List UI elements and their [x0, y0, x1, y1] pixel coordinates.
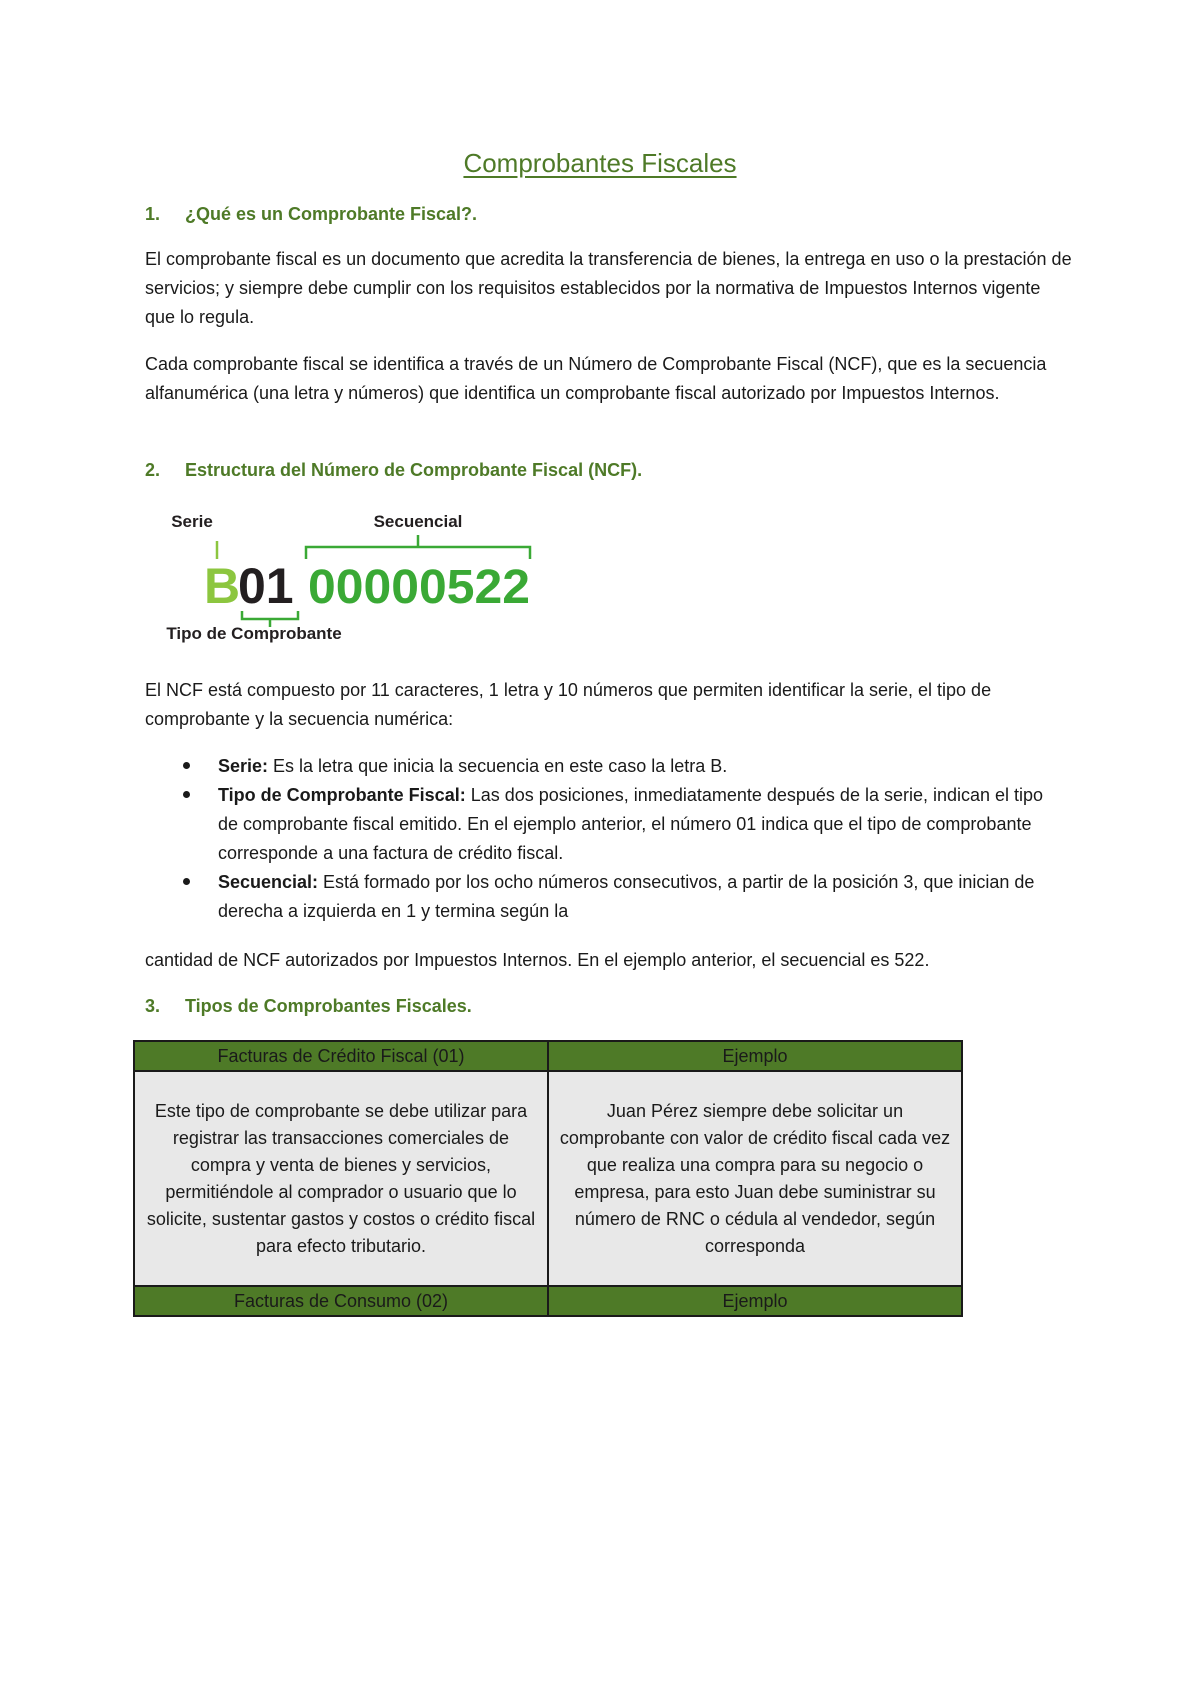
tipo-label: Tipo de Comprobante	[166, 624, 342, 643]
bullet-icon	[183, 878, 190, 885]
section-2-intro: El NCF está compuesto por 11 caracteres, 1 letra y 10 números que permiten identificar la serie, el tipo de comprobante y la secuencia numérica:	[145, 680, 992, 729]
bullet-icon	[183, 791, 190, 798]
table-header-cell: Facturas de Crédito Fiscal (01)	[134, 1041, 548, 1071]
table-cell: Juan Pérez siempre debe solicitar un comprobante con valor de crédito fiscal cada vez que realiza una compra para su negocio o empresa, para esto Juan debe suministrar su número de RNC o cédula al vendedor, según corresponda	[548, 1071, 962, 1286]
section-1-paragraph-2: Cada comprobante fiscal se identifica a través de un Número de Comprobante Fiscal (NCF), que es la secuencia alfanumérica (una letra y números) que identifica un comprobante fiscal autorizado por Impuestos Internos.	[145, 354, 1047, 403]
serie-label: Serie	[171, 512, 213, 531]
section-2-closing: cantidad de NCF autorizados por Impuestos Internos. En el ejemplo anterior, el secuencial es 522.	[145, 950, 930, 970]
section-1-heading-text: ¿Qué es un Comprobante Fiscal?.	[185, 204, 478, 224]
secuencial-bracket	[306, 547, 530, 559]
list-item-text: Es la letra que inicia la secuencia en este caso la letra B.	[268, 756, 728, 776]
ncf-serie-value: B	[204, 558, 241, 614]
section-1-heading	[145, 204, 477, 225]
ncf-tipo-value: 01	[238, 558, 294, 614]
section-1-number: 1.	[145, 204, 161, 224]
list-item-term: Tipo de Comprobante Fiscal:	[218, 785, 466, 805]
list-item-text: Está formado por los ocho números consecutivos, a partir de la posición 3, que inician de derecha a izquierda en 1 y termina según la	[218, 872, 1035, 921]
table-header-cell: Ejemplo	[548, 1286, 962, 1316]
bullet-icon	[183, 762, 190, 769]
section-3-heading	[145, 996, 472, 1017]
section-2-heading	[145, 460, 642, 481]
section-3-number: 3.	[145, 996, 161, 1016]
ncf-structure-diagram	[160, 505, 560, 645]
table-header-row	[134, 1286, 962, 1316]
list-item-term: Serie:	[218, 756, 269, 776]
table-row	[134, 1071, 962, 1286]
table-header-cell: Ejemplo	[548, 1041, 962, 1071]
section-1-paragraph-1: El comprobante fiscal es un documento que acredita la transferencia de bienes, la entrega en uso o la prestación de servicios; y siempre debe cumplir con los requisitos establecidos por la normativa de Impuestos Internos vigente que lo regula.	[145, 249, 1072, 327]
list-item	[145, 752, 1065, 781]
section-3-heading-text: Tipos de Comprobantes Fiscales.	[185, 996, 472, 1016]
list-item	[145, 868, 1065, 926]
section-2-heading-text: Estructura del Número de Comprobante Fiscal (NCF).	[185, 460, 643, 480]
table-cell: Este tipo de comprobante se debe utilizar para registrar las transacciones comerciales de compra y venta de bienes y servicios, permitiéndole al comprador o usuario que lo solicite, sustentar gastos y costos o crédito fiscal para efecto tributario.	[134, 1071, 548, 1286]
list-item-term: Secuencial:	[218, 872, 319, 892]
table-header-row	[134, 1041, 962, 1071]
ncf-parts-list	[145, 752, 1065, 926]
section-2-number: 2.	[145, 460, 161, 480]
list-item	[145, 781, 1065, 868]
list-item-text: Las dos posiciones, inmediatamente después de la serie, indican el tipo de comprobante fiscal emitido. En el ejemplo anterior, el número 01 indica que el tipo de comprobante corresponde a una factura de crédito fiscal.	[218, 785, 1044, 863]
ncf-secuencial-value: 00000522	[308, 561, 530, 614]
table-header-cell: Facturas de Consumo (02)	[134, 1286, 548, 1316]
page-title: Comprobantes Fiscales	[463, 148, 737, 178]
secuencial-label: Secuencial	[373, 512, 463, 531]
fiscal-types-table	[133, 1040, 963, 1317]
